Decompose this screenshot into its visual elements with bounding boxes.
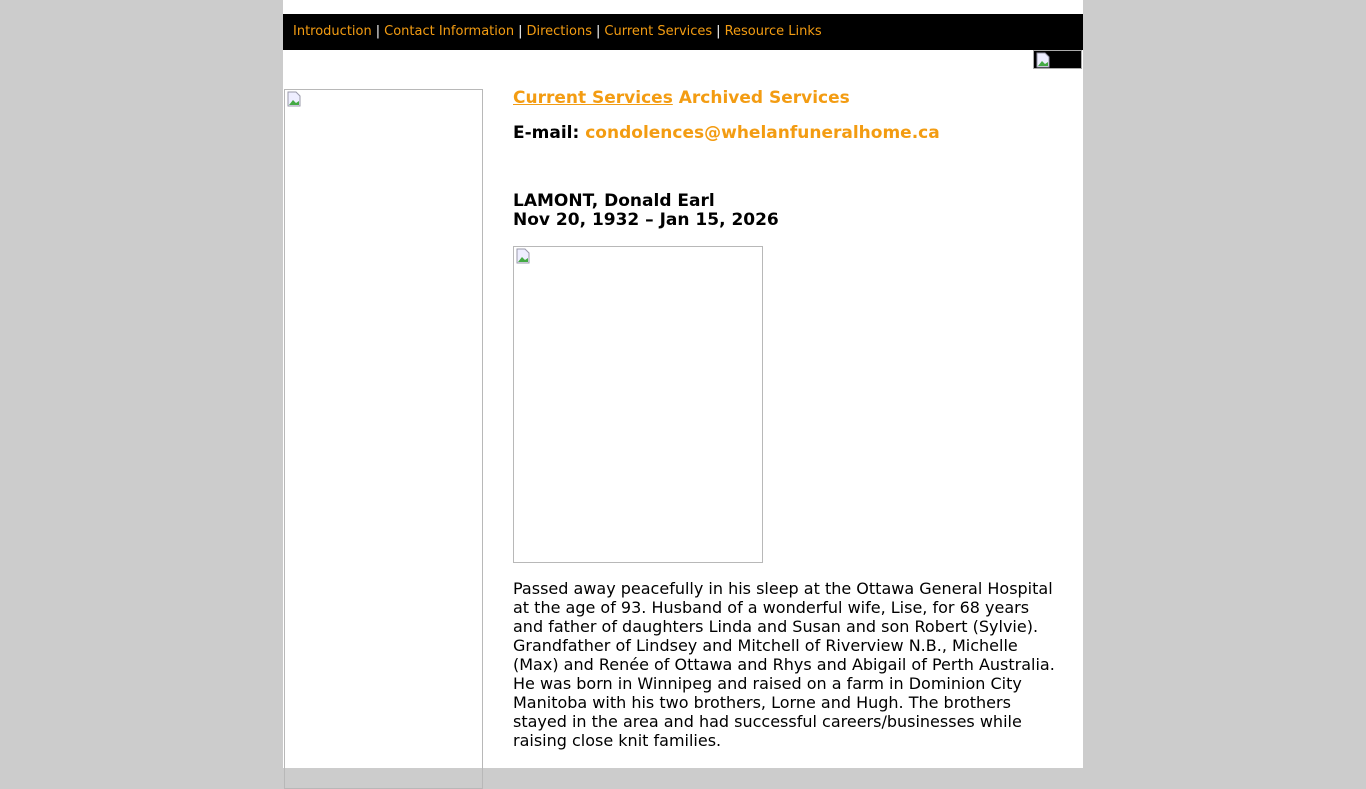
nav-contact-information[interactable]: Contact Information (384, 24, 515, 39)
broken-image-icon (286, 91, 302, 107)
nav-separator: | (716, 24, 721, 39)
header-broken-image (1033, 50, 1082, 69)
services-links (513, 88, 1058, 110)
obituary-header (513, 192, 1058, 230)
nav-current-services[interactable]: Current Services (604, 24, 713, 39)
archived-services-link[interactable]: Archived Services (678, 88, 850, 108)
broken-image-icon (515, 248, 531, 264)
nav-separator: | (375, 24, 381, 39)
sidebar-image (284, 89, 483, 789)
broken-image-icon (1035, 52, 1051, 68)
nav-separator: | (596, 24, 601, 39)
email-link[interactable]: condolences@whelanfuneralhome.ca (585, 123, 940, 143)
main-content (513, 88, 1058, 750)
obituary-paragraph: Passed away peacefully in his sleep at the Ottawa General Hospital at the age of 93. Husband of a wonderful wife, Lise, for 68 years and father of daughters Linda and Susan and son Robert (Sylvie). Grandfather of Lindsey and Mitchell of Riverview N.B., Michelle (Max) and Renée of Ottawa and Rhys and Abigail of Perth Australia. (513, 579, 1055, 674)
life-dates: Nov 20, 1932 – Jan 15, 2026 (513, 210, 779, 230)
nav-separator: | (518, 24, 523, 39)
current-services-link[interactable]: Current Services (513, 88, 673, 108)
deceased-photo (513, 246, 763, 563)
deceased-name: LAMONT, Donald Earl (513, 191, 715, 211)
obituary-paragraph: He was born in Winnipeg and raised on a farm in Dominion City Manitoba with his two brothers, Lorne and Hugh. The brothers stayed in the area and had successful careers/businesses while raising close knit families. (513, 674, 1022, 750)
page-container (283, 0, 1083, 768)
main-nav (293, 24, 822, 39)
top-nav-bar (283, 14, 1083, 50)
nav-directions[interactable]: Directions (526, 24, 592, 39)
obituary-text (513, 579, 1058, 750)
email-label: E-mail: (513, 123, 580, 143)
email-line (513, 123, 1058, 143)
nav-introduction[interactable]: Introduction (293, 24, 372, 39)
nav-resource-links[interactable]: Resource Links (724, 24, 822, 39)
